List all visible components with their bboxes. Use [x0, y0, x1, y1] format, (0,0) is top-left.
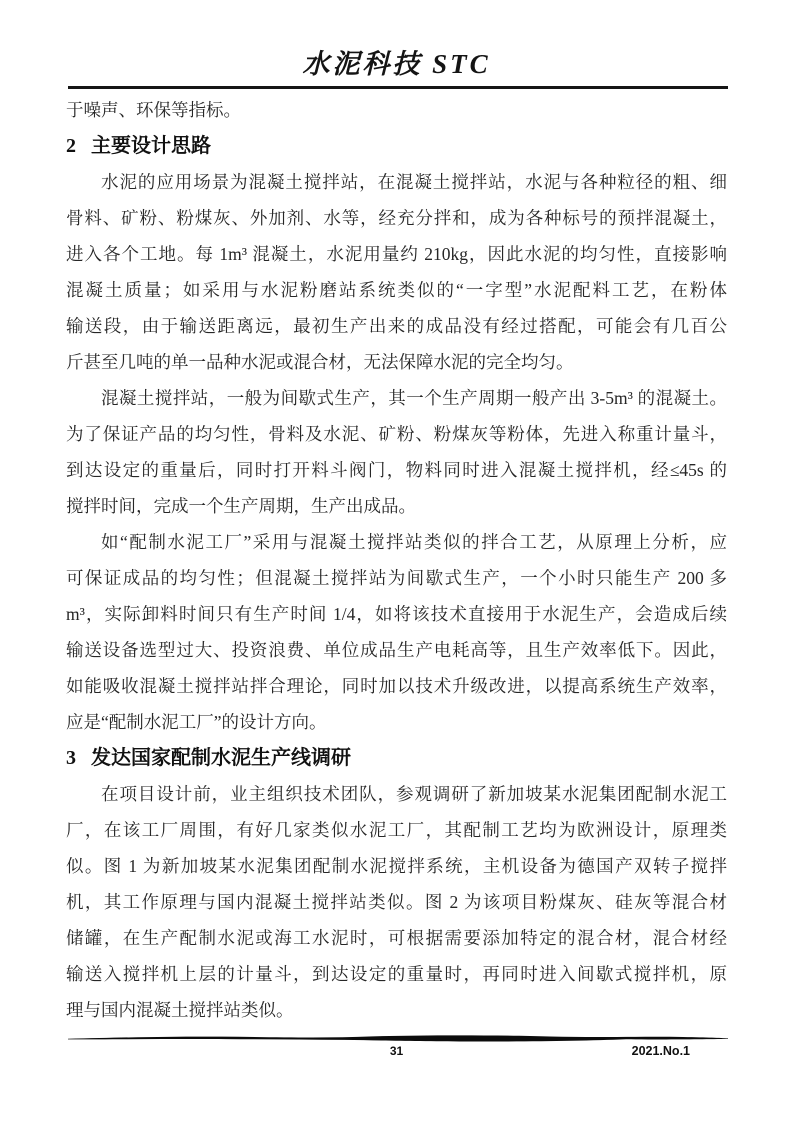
- body-line: 进入各个工地。每 1m³ 混凝土，水泥用量约 210kg，因此水泥的均匀性，直接影响: [66, 244, 727, 264]
- body-line: 骨料、矿粉、粉煤灰、外加剂、水等，经充分拌和，成为各种标号的预拌混凝土，: [66, 208, 727, 228]
- page-number: 31: [389, 1044, 404, 1058]
- body-line: m³，实际卸料时间只有生产时间 1/4，如将该技术直接用于水泥生产，会造成后续: [66, 604, 727, 624]
- body-line: 厂，在该工厂周围，有好几家类似水泥工厂，其配制工艺均为欧洲设计，原理类: [66, 820, 727, 840]
- issue-label: 2021.No.1: [631, 1044, 690, 1058]
- body-line: 理与国内混凝土搅拌站类似。: [66, 1000, 294, 1020]
- body-line: 输送设备选型过大、投资浪费、单位成品生产电耗高等，且生产效率低下。因此，: [66, 640, 727, 660]
- body-line: 似。图 1 为新加坡某水泥集团配制水泥搅拌系统，主机设备为德国产双转子搅拌: [66, 856, 727, 876]
- journal-title: 水泥科技 STC: [302, 49, 491, 79]
- body-line: 输送入搅拌机上层的计量斗，到达设定的重量时，再同时进入间歇式搅拌机，原: [66, 964, 727, 984]
- footer-rule: [68, 1034, 728, 1044]
- body-line: 在项目设计前，业主组织技术团队，参观调研了新加坡某水泥集团配制水泥工: [101, 784, 727, 804]
- section-title: 发达国家配制水泥生产线调研: [91, 747, 351, 769]
- body-line: 可保证成品的均匀性；但混凝土搅拌站为间歇式生产，一个小时只能生产 200 多: [66, 568, 727, 588]
- body-line: 混凝土质量；如采用与水泥粉磨站系统类似的“一字型”水泥配料工艺，在粉体: [66, 280, 727, 300]
- section-title: 主要设计思路: [91, 135, 211, 157]
- section-number: 2: [66, 135, 76, 157]
- section-heading: [66, 128, 727, 164]
- body-line: 水泥的应用场景为混凝土搅拌站，在混凝土搅拌站，水泥与各种粒径的粗、细: [101, 172, 727, 192]
- page-content: [66, 92, 727, 1028]
- body-line: 机，其工作原理与国内混凝土搅拌站类似。图 2 为该项目粉煤灰、硅灰等混合材: [66, 892, 727, 912]
- body-line: 斤甚至几吨的单一品种水泥或混合材，无法保障水泥的完全均匀。: [66, 352, 574, 372]
- body-line: 输送段，由于输送距离远，最初生产出来的成品没有经过搭配，可能会有几百公: [66, 316, 727, 336]
- body-line: 到达设定的重量后，同时打开料斗阀门，物料同时进入混凝土搅拌机，经≤45s 的: [66, 460, 727, 480]
- sections: [66, 128, 727, 1028]
- intro-continuation-line: 于噪声、环保等指标。: [66, 100, 241, 120]
- section-number: 3: [66, 747, 76, 769]
- body-line: 如能吸收混凝土搅拌站拌合理论，同时加以技术升级改进，以提高系统生产效率，: [66, 676, 727, 696]
- body-line: 储罐，在生产配制水泥或海工水泥时，可根据需要添加特定的混合材，混合材经: [66, 928, 727, 948]
- header-rule: [68, 86, 728, 89]
- body-line: 为了保证产品的均匀性，骨料及水泥、矿粉、粉煤灰等粉体，先进入称重计量斗，: [66, 424, 727, 444]
- body-line: 如“配制水泥工厂”采用与混凝土搅拌站类似的拌合工艺，从原理上分析，应: [101, 532, 727, 552]
- section-heading: [66, 740, 727, 776]
- body-line: 应是“配制水泥工厂”的设计方向。: [66, 712, 327, 732]
- body-line: 搅拌时间，完成一个生产周期，生产出成品。: [66, 496, 416, 516]
- body-line: 混凝土搅拌站，一般为间歇式生产，其一个生产周期一般产出 3-5m³ 的混凝土。: [101, 388, 727, 408]
